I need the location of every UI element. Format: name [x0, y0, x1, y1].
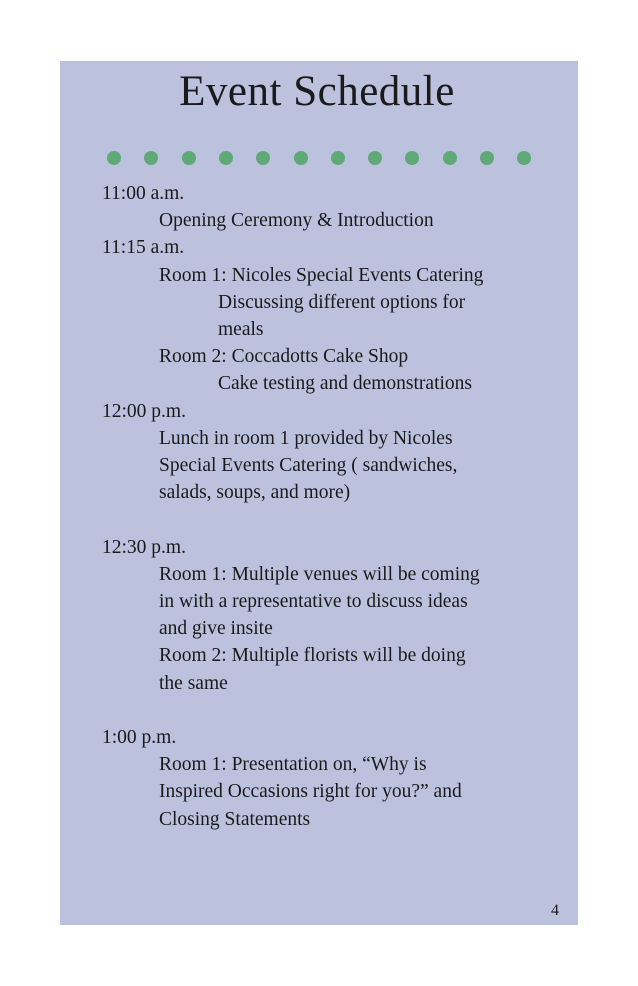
schedule-detail: Room 2: Coccadotts Cake Shop — [159, 346, 409, 368]
schedule-detail: salads, soups, and more) — [159, 482, 351, 504]
schedule-time: 11:00 a.m. — [102, 183, 185, 204]
divider-dot — [331, 151, 345, 165]
schedule-detail: Special Events Catering ( sandwiches, — [159, 455, 458, 477]
schedule-detail: the same — [159, 672, 228, 694]
schedule-detail: Room 1: Nicoles Special Events Catering — [159, 264, 484, 286]
divider-dot — [294, 151, 308, 165]
schedule-subdetail: meals — [218, 319, 264, 341]
schedule-detail: in with a representative to discuss ideas — [159, 591, 468, 613]
schedule-time: 1:00 p.m. — [102, 727, 177, 749]
divider-dot — [182, 151, 196, 165]
schedule-spacer — [102, 697, 562, 724]
page-number: 4 — [551, 902, 559, 919]
schedule-detail: Inspired Occasions right for you?” and — [159, 781, 462, 803]
schedule-detail: Opening Ceremony & Introduction — [159, 210, 434, 232]
schedule-spacer — [102, 506, 562, 533]
divider-dot — [443, 151, 457, 165]
divider-dot — [256, 151, 270, 165]
divider-dot — [368, 151, 382, 165]
schedule-detail: Room 1: Presentation on, “Why is — [159, 754, 427, 776]
page-title: Event Schedule — [179, 68, 455, 115]
schedule-time: 12:00 p.m. — [102, 400, 186, 422]
schedule-time: 12:30 p.m. — [102, 536, 186, 558]
divider-dot — [144, 151, 158, 165]
divider-dot — [107, 151, 121, 165]
schedule-detail: and give insite — [159, 618, 273, 640]
schedule-detail: Closing Statements — [159, 808, 311, 830]
event-schedule — [102, 180, 562, 833]
divider-dot — [517, 151, 531, 165]
divider-dot — [219, 151, 233, 165]
divider-dot — [480, 151, 494, 165]
schedule-subdetail: Discussing different options for — [218, 291, 466, 313]
schedule-detail: Room 1: Multiple venues will be coming — [159, 563, 480, 585]
dot-divider — [107, 151, 531, 167]
schedule-subdetail: Cake testing and demonstrations — [218, 373, 472, 395]
divider-dot — [405, 151, 419, 165]
schedule-detail: Lunch in room 1 provided by Nicoles — [159, 427, 453, 449]
schedule-time: 11:15 a.m. — [102, 237, 185, 259]
schedule-detail: Room 2: Multiple florists will be doing — [159, 645, 466, 667]
